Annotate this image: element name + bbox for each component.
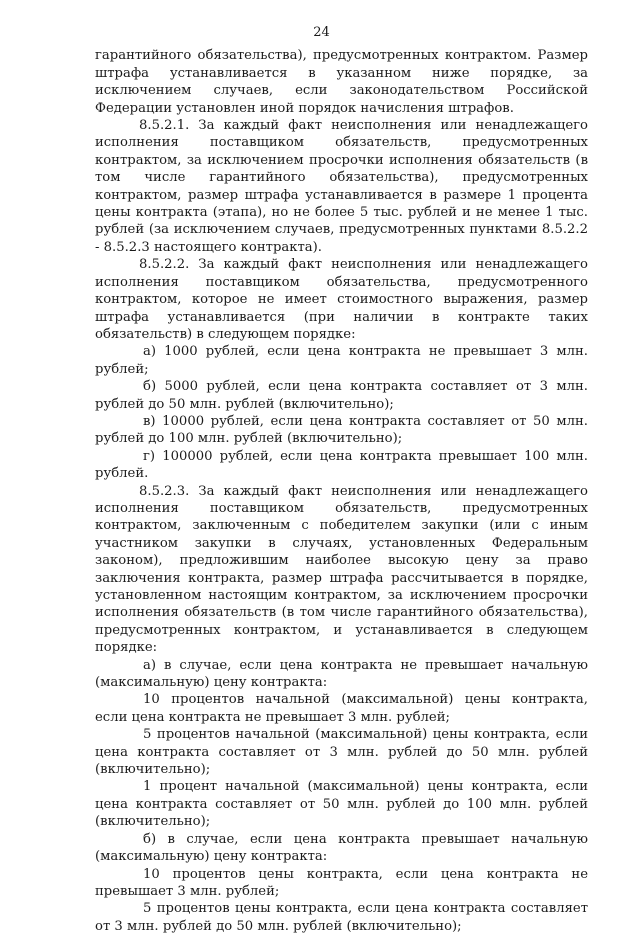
page-number: 24: [313, 25, 330, 40]
list-item: 1 процент начальной (максимальной) цены контракта, если цена контракта составляет от 50 млн. рублей до 100 млн. рублей (включительно);: [95, 779, 588, 830]
paragraph-continuation: гарантийного обязательства), предусмотренных контрактом. Размер штрафа устанавливается в указанном ниже порядке, за исключением случаев, если законодательством Российской Федерации установлен иной порядок начисления штрафов.: [95, 48, 588, 116]
paragraph-8-5-2-1: 8.5.2.1. За каждый факт неисполнения или ненадлежащего исполнения поставщиком обязательств, предусмотренных контрактом, за исключением просрочки исполнения обязательств (в том числе гарантийного обязательства), предусмотренных контрактом, размер штрафа устанавливается в размере 1 процента цены контракта (этапа), но не более 5 тыс. рублей и не менее 1 тыс. рублей (за исключением случаев, предусмотренных пунктами 8.5.2.2 - 8.5.2.3 настоящего контракта).: [95, 118, 588, 255]
list-item-v: в) 10000 рублей, если цена контракта составляет от 50 млн. рублей до 100 млн. рублей (включительно);: [95, 413, 588, 447]
list-item: 10 процентов цены контракта, если цена контракта не превышает 3 млн. рублей;: [95, 866, 588, 899]
subclause-a: а) в случае, если цена контракта не превышает начальную (максимальную) цену контракта:: [95, 657, 588, 691]
subclause-b: б) в случае, если цена контракта превышает начальную (максимальную) цену контракта:: [95, 831, 588, 865]
list-item: 5 процентов начальной (максимальной) цены контракта, если цена контракта составляет от 3 млн. рублей до 50 млн. рублей (включительно);: [95, 727, 588, 778]
paragraph-8-5-2-3: 8.5.2.3. За каждый факт неисполнения или ненадлежащего исполнения поставщиком обязательств, предусмотренных контрактом, заключенным с победителем закупки (или с иным участником закупки в случаях, установленных Федеральным законом), предложившим наиболее высокую цену за право заключения контракта, размер штрафа рассчитывается в порядке, установленном настоящим контрактом, за исключением просрочки исполнения обязательств (в том числе гарантийного обязательства), предусмотренных контрактом, и устанавливается в следующем порядке:: [95, 483, 588, 656]
list-item-b: б) 5000 рублей, если цена контракта составляет от 3 млн. рублей до 50 млн. рублей (включительно);: [95, 379, 588, 412]
list-item-a: а) 1000 рублей, если цена контракта не превышает 3 млн. рублей;: [95, 344, 588, 377]
list-item: 5 процентов цены контракта, если цена контракта составляет от 3 млн. рублей до 50 млн. рублей (включительно);: [95, 901, 588, 934]
paragraph-8-5-2-2: 8.5.2.2. За каждый факт неисполнения или ненадлежащего исполнения поставщиком обязательства, предусмотренного контрактом, которое не имеет стоимостного выражения, размер штрафа устанавливается (при наличии в контракте таких обязательств) в следующем порядке:: [95, 257, 588, 342]
list-item: 10 процентов начальной (максимальной) цены контракта, если цена контракта не превышает 3 млн. рублей;: [95, 692, 588, 725]
list-item-g: г) 100000 рублей, если цена контракта превышает 100 млн. рублей.: [95, 448, 588, 482]
